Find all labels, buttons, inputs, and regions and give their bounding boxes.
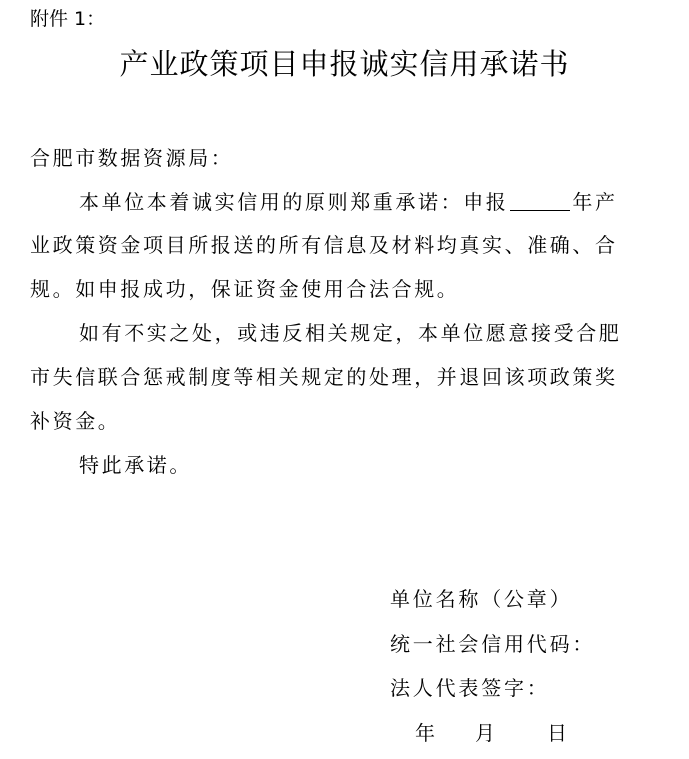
document-title: 产业政策项目申报诚实信用承诺书 xyxy=(119,47,570,81)
unit-name-label: 单位名称（公章） xyxy=(390,587,573,611)
paragraph-2-line-1: 如有不实之处，或违反相关规定，本单位愿意接受合肥 xyxy=(79,321,622,345)
attachment-label: 附件 1： xyxy=(30,8,106,30)
date-day: 日 xyxy=(547,721,567,745)
date-year: 年 xyxy=(415,721,435,745)
paragraph-1-line-3: 规。如申报成功，保证资金使用合法合规。 xyxy=(30,277,460,301)
paragraph-2-line-3: 补资金。 xyxy=(30,409,121,433)
date-month: 月 xyxy=(475,721,495,745)
closing-statement: 特此承诺。 xyxy=(79,453,192,477)
paragraph-1-line-1 xyxy=(79,188,618,216)
paragraph-2-line-2: 市失信联合惩戒制度等相关规定的处理，并退回该项政策奖 xyxy=(30,365,618,389)
addressee: 合肥市数据资源局： xyxy=(30,146,234,170)
paragraph-1-line-2: 业政策资金项目所报送的所有信息及材料均真实、准确、合 xyxy=(30,233,618,257)
credit-code-label: 统一社会信用代码： xyxy=(390,632,596,656)
paragraph-1-line-1-text: 本单位本着诚实信用的原则郑重承诺：申报 xyxy=(79,190,509,214)
legal-rep-signature-label: 法人代表签字： xyxy=(390,676,550,700)
year-blank xyxy=(510,190,570,211)
paragraph-1-line-1-tail: 年产 xyxy=(572,190,618,214)
